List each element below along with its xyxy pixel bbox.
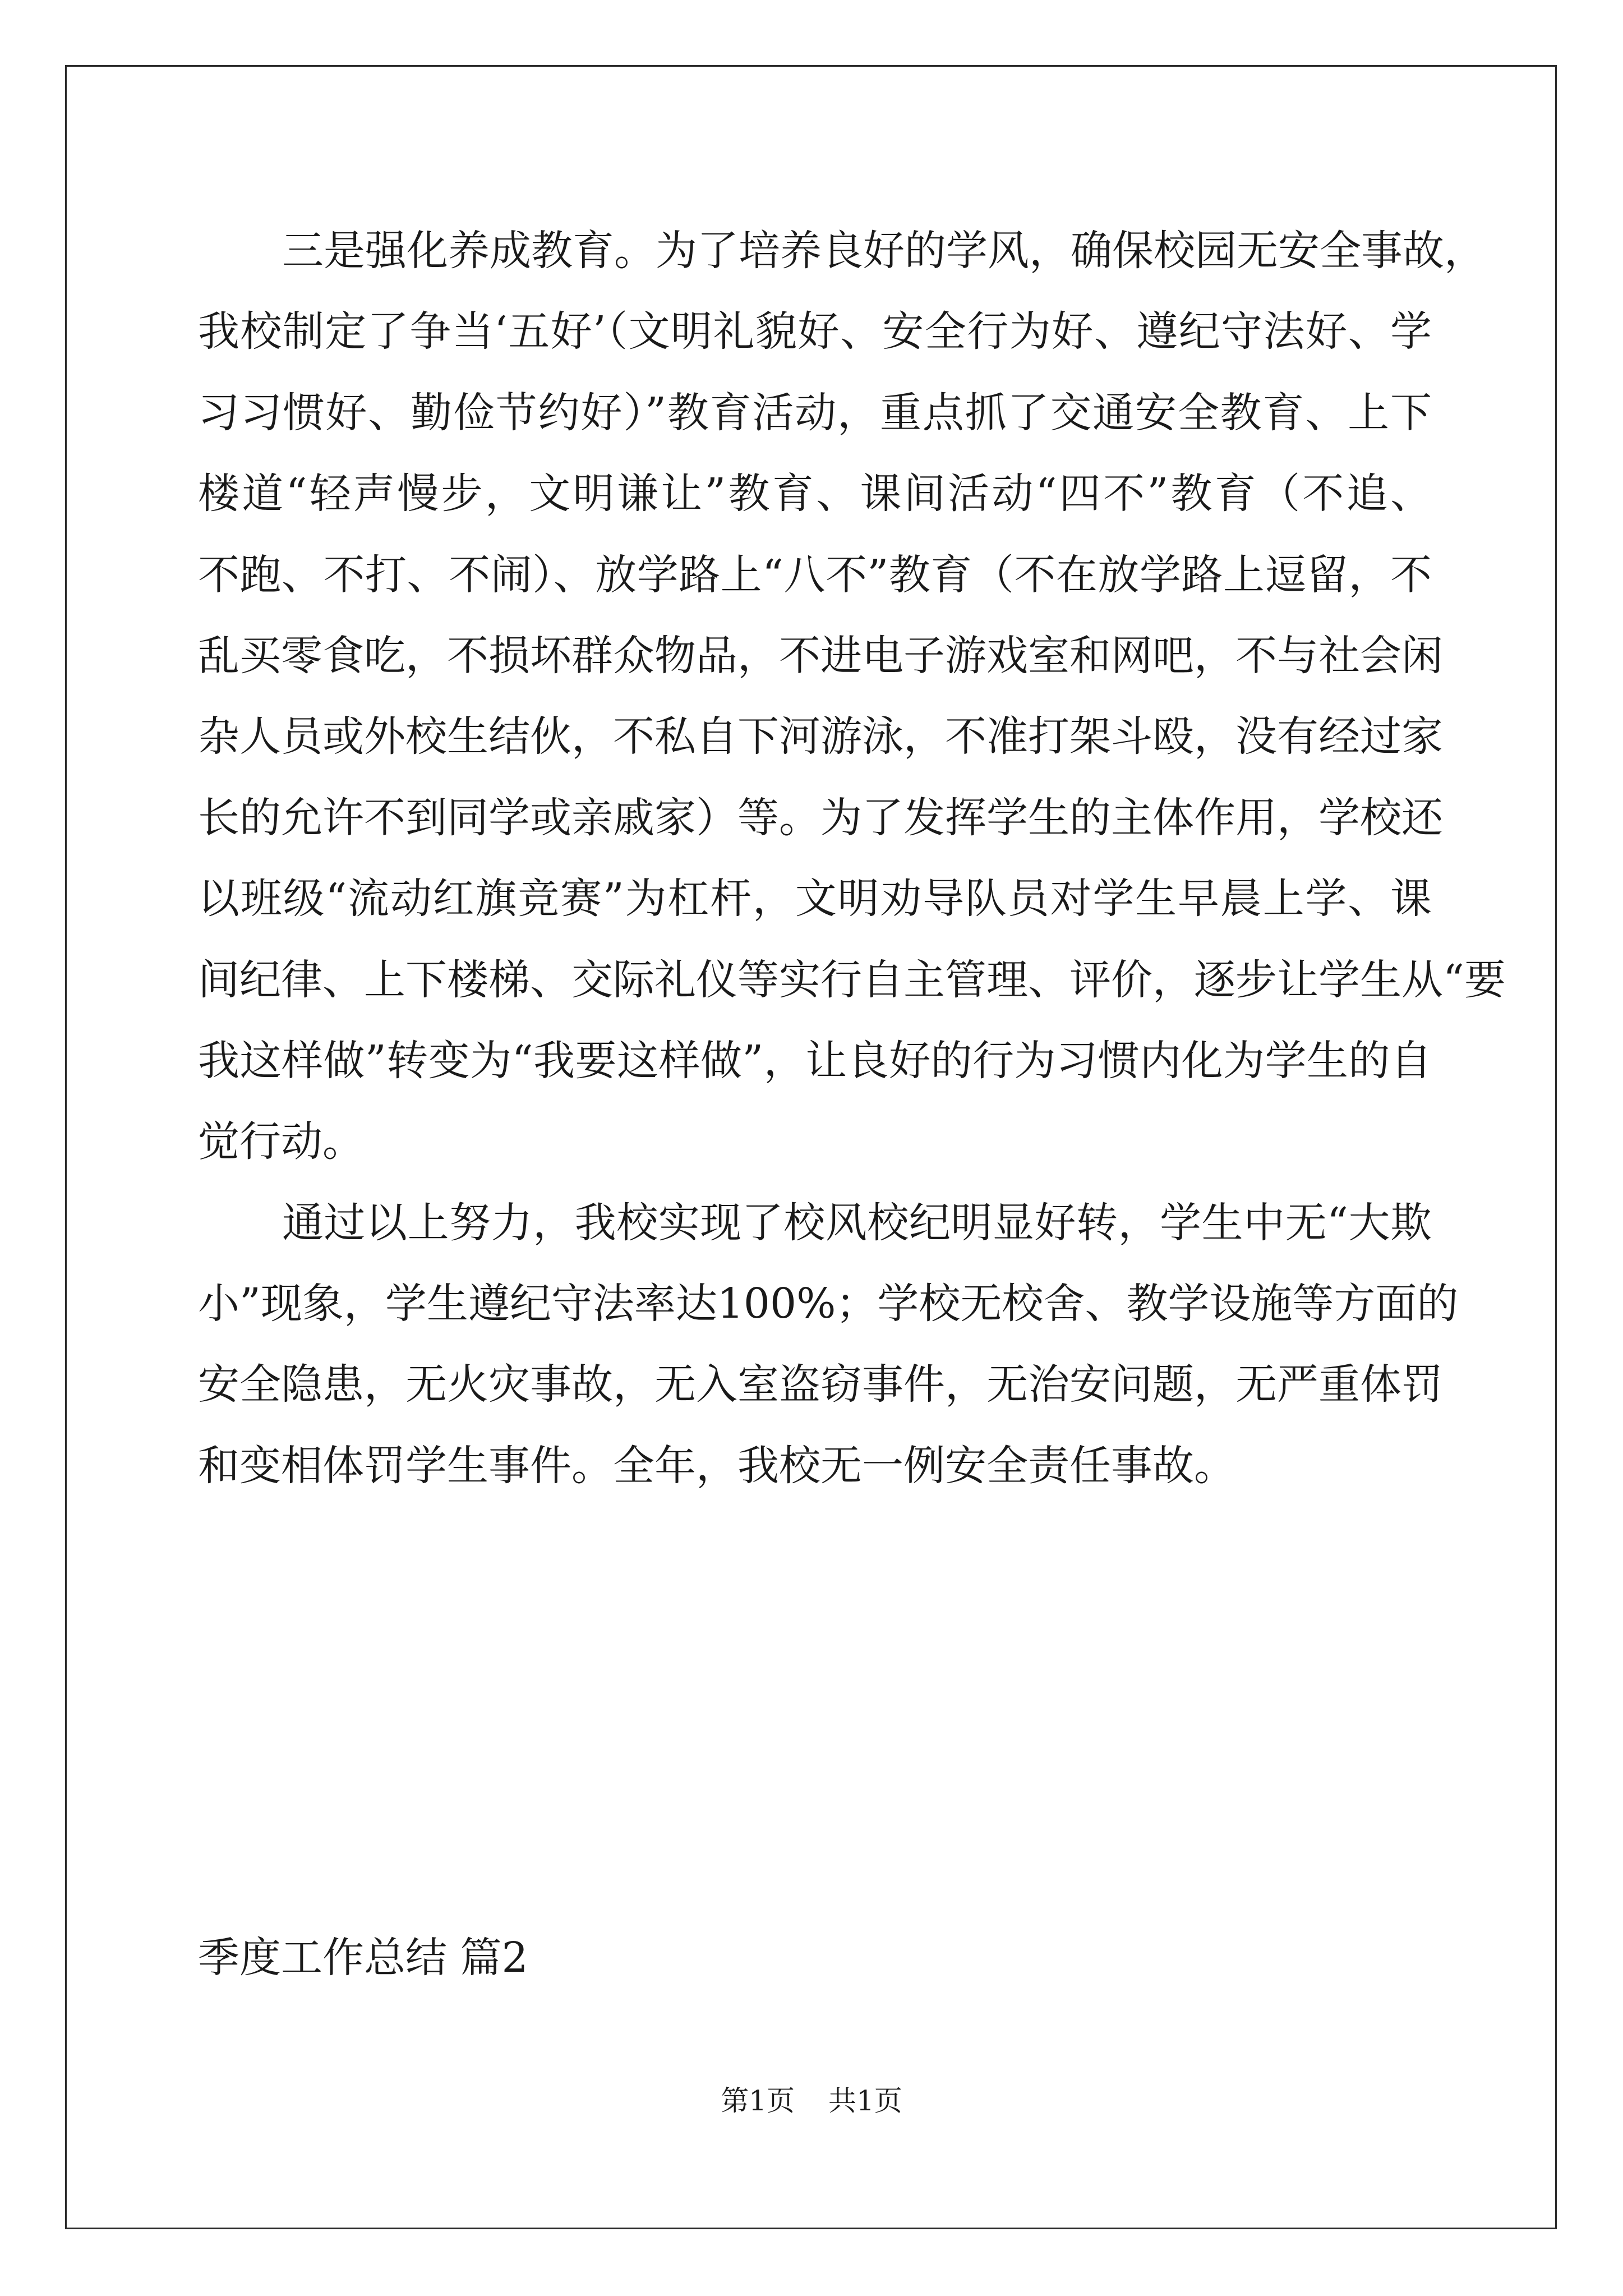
page-number-current: 第1页 [721,2085,795,2117]
paragraph-1-line-10: 间纪律、上下楼梯、交际礼仪等实行自主管理、评价，逐步让学生从“要 [198,955,1506,1004]
paragraph-1-line-12: 觉行动。 [198,1117,364,1166]
paragraph-1-line-9: 以班级“流动红旗竞赛”为杠杆，文明劝导队员对学生早晨上学、课 [198,875,1432,923]
page-footer [0,2081,1623,2120]
paragraph-2-line-3: 安全隐患，无火灾事故，无入室盗窃事件，无治安问题，无严重体罚 [198,1360,1443,1409]
paragraph-2-line-4: 和变相体罚学生事件。全年，我校无一例安全责任事故。 [198,1441,1235,1490]
paragraph-1-line-2: 我校制定了争当‘五好’（文明礼貌好、安全行为好、遵纪守法好、学 [198,307,1432,356]
document-body [198,210,1506,1506]
paragraph-1-line-4: 楼道“轻声慢步，文明谦让”教育、课间活动“四不”教育（不追、 [198,470,1432,518]
paragraph-1-line-11: 我这样做”转变为“我要这样做”，让良好的行为习惯内化为学生的自 [198,1036,1432,1085]
paragraph-1-line-1: 三是强化养成教育。为了培养良好的学风，确保校园无安全事故， [282,227,1486,275]
paragraph-1-line-5: 不跑、不打、不闹）、放学路上“八不”教育（不在放学路上逗留，不 [198,550,1432,599]
paragraph-2-line-2: 小”现象，学生遵纪守法率达100%；学校无校舍、教学设施等方面的 [198,1280,1459,1328]
page-number-total: 共1页 [828,2085,902,2117]
paragraph-1-line-8: 长的允许不到同学或亲戚家）等。为了发挥学生的主体作用，学校还 [198,793,1443,842]
section-heading: 季度工作总结 篇2 [198,1934,528,1982]
paragraph-2-line-1: 通过以上努力，我校实现了校风校纪明显好转，学生中无“大欺 [282,1198,1432,1247]
paragraph-1-line-3: 习习惯好、勤俭节约好）”教育活动，重点抓了交通安全教育、上下 [198,388,1432,437]
paragraph-1-line-7: 杂人员或外校生结伙，不私自下河游泳，不准打架斗殴，没有经过家 [198,712,1443,761]
paragraph-1-line-6: 乱买零食吃，不损坏群众物品，不进电子游戏室和网吧，不与社会闲 [198,631,1443,680]
